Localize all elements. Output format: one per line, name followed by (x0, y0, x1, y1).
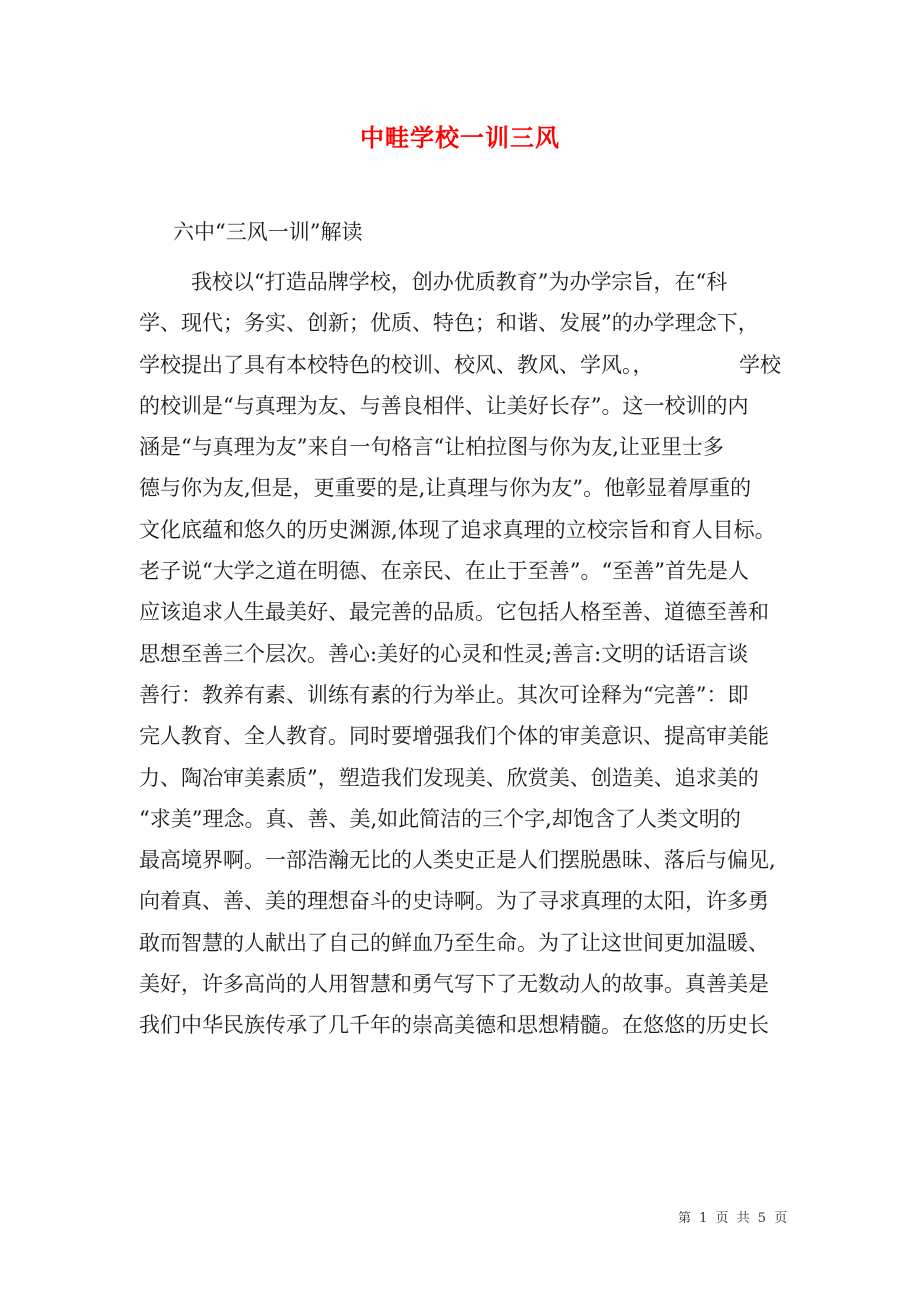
body-line: 涵是“与真理为友”来自一句格言“让柏拉图与你为友,让亚里士多 (139, 435, 724, 460)
body-line: 力、陶冶审美素质”，塑造我们发现美、欣赏美、创造美、追求美的 (139, 765, 759, 790)
body-line: 学、现代；务实、创新；优质、特色；和谐、发展”的办学理念下， (139, 311, 759, 336)
body-line: 我们中华民族传承了几千年的崇高美德和思想精髓。在悠悠的历史长 (139, 1013, 769, 1038)
body-line: 向着真、善、美的理想奋斗的史诗啊。为了寻求真理的太阳，许多勇 (139, 889, 769, 914)
body-line: 美好，许多高尚的人用智慧和勇气写下了无数动人的故事。真善美是 (139, 972, 769, 997)
body-line: 最高境界啊。一部浩瀚无比的人类史正是人们摆脱愚昧、落后与偏见, (139, 848, 776, 873)
body-line (139, 345, 787, 386)
document-title: 中畦学校一训三风 (360, 123, 560, 152)
document-body (139, 262, 787, 1047)
body-line: 老子说“大学之道在明德、在亲民、在止于至善”。“至善”首先是人 (139, 559, 749, 584)
body-line: 善行：教养有素、训练有素的行为举止。其次可诠释为“完善”：即 (139, 682, 749, 707)
body-line: 德与你为友,但是，更重要的是,让真理与你为友”。他彰显着厚重的 (139, 476, 752, 501)
document-subtitle: 六中“三风一训”解读 (173, 220, 363, 244)
body-line: 文化底蕴和悠久的历史渊源,体现了追求真理的立校宗旨和育人目标。 (139, 517, 776, 542)
body-line: 我校以“打造品牌学校，创办优质教育”为办学宗旨，在“科 (191, 270, 728, 294)
page-number-footer: 第 1 页 共 5 页 (678, 1211, 790, 1226)
body-line: 完人教育、全人教育。同时要增强我们个体的审美意识、提高审美能 (139, 724, 769, 749)
body-line: 思想至善三个层次。善心:美好的心灵和性灵;善言:文明的话语言谈 (139, 641, 749, 666)
body-line-right-text: 学校 (739, 352, 781, 377)
body-line: “求美”理念。真、善、美,如此简洁的三个字,却饱含了人类文明的 (139, 806, 741, 831)
body-line: 应该追求人生最美好、最完善的品质。它包括人格至善、道德至善和 (139, 600, 769, 625)
body-line-text: 学校提出了具有本校特色的校训、校风、教风、学风。 (139, 352, 633, 377)
body-line-mark: ， (632, 352, 654, 377)
body-line: 敢而智慧的人献出了自己的鲜血乃至生命。为了让这世间更加温暖、 (139, 930, 769, 955)
body-line: 的校训是“与真理为友、与善良相伴、让美好长存”。这一校训的内 (139, 393, 749, 418)
